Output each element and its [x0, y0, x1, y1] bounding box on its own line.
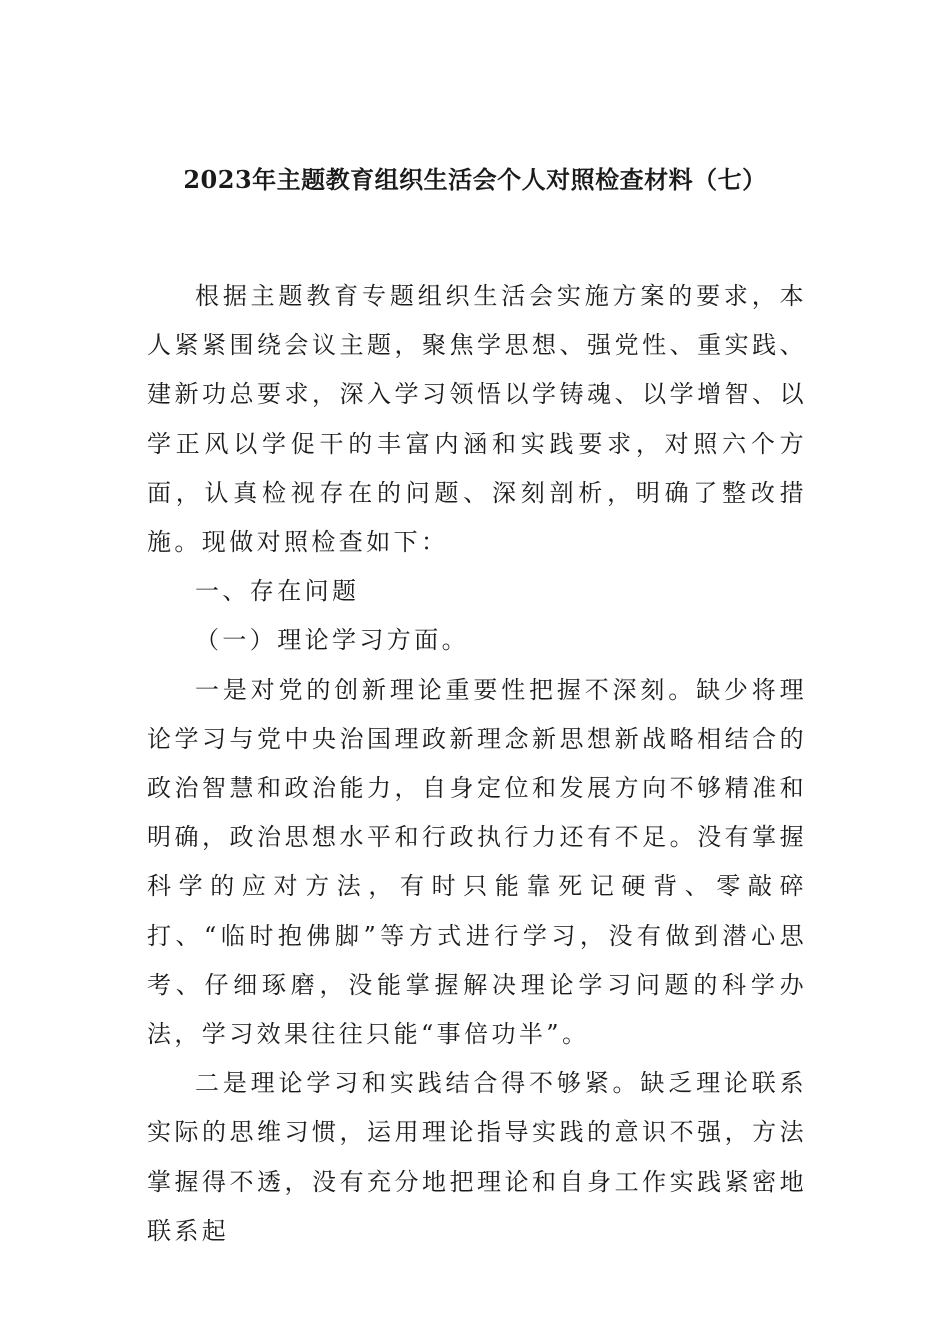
document-body	[147, 272, 807, 1256]
subsection-heading-theory-study: （一）理论学习方面。	[195, 626, 469, 655]
intro-paragraph: 根据主题教育专题组织生活会实施方案的要求，本人紧紧围绕会议主题，聚焦学思想、强党性、重实践、建新功总要求，深入学习领悟以学铸魂、以学增智、以学正风以学促干的丰富内涵和实践要求，对照六个方面，认真检视存在的问题、深刻剖析，明确了整改措施。现做对照检查如下：	[147, 282, 807, 557]
paragraph-point-one: 一是对党的创新理论重要性把握不深刻。缺少将理论学习与党中央治国理政新理念新思想新战略相结合的政治智慧和政治能力，自身定位和发展方向不够精准和明确，政治思想水平和行政执行力还有不足。没有掌握科学的应对方法，有时只能靠死记硬背、零敲碎打、“临时抱佛脚”等方式进行学习，没有做到潜心思考、仔细琢磨，没能掌握解决理论学习问题的科学办法，学习效果往往只能“事倍功半”。	[147, 675, 807, 1049]
document-title: 2023年主题教育组织生活会个人对照检查材料（七）	[183, 165, 767, 194]
section-heading-problems: 一、存在问题	[195, 577, 360, 606]
paragraph-point-two: 二是理论学习和实践结合得不够紧。缺乏理论联系实际的思维习惯，运用理论指导实践的意识不强，方法掌握得不透，没有充分地把理论和自身工作实践紧密地联系起	[147, 1069, 807, 1245]
